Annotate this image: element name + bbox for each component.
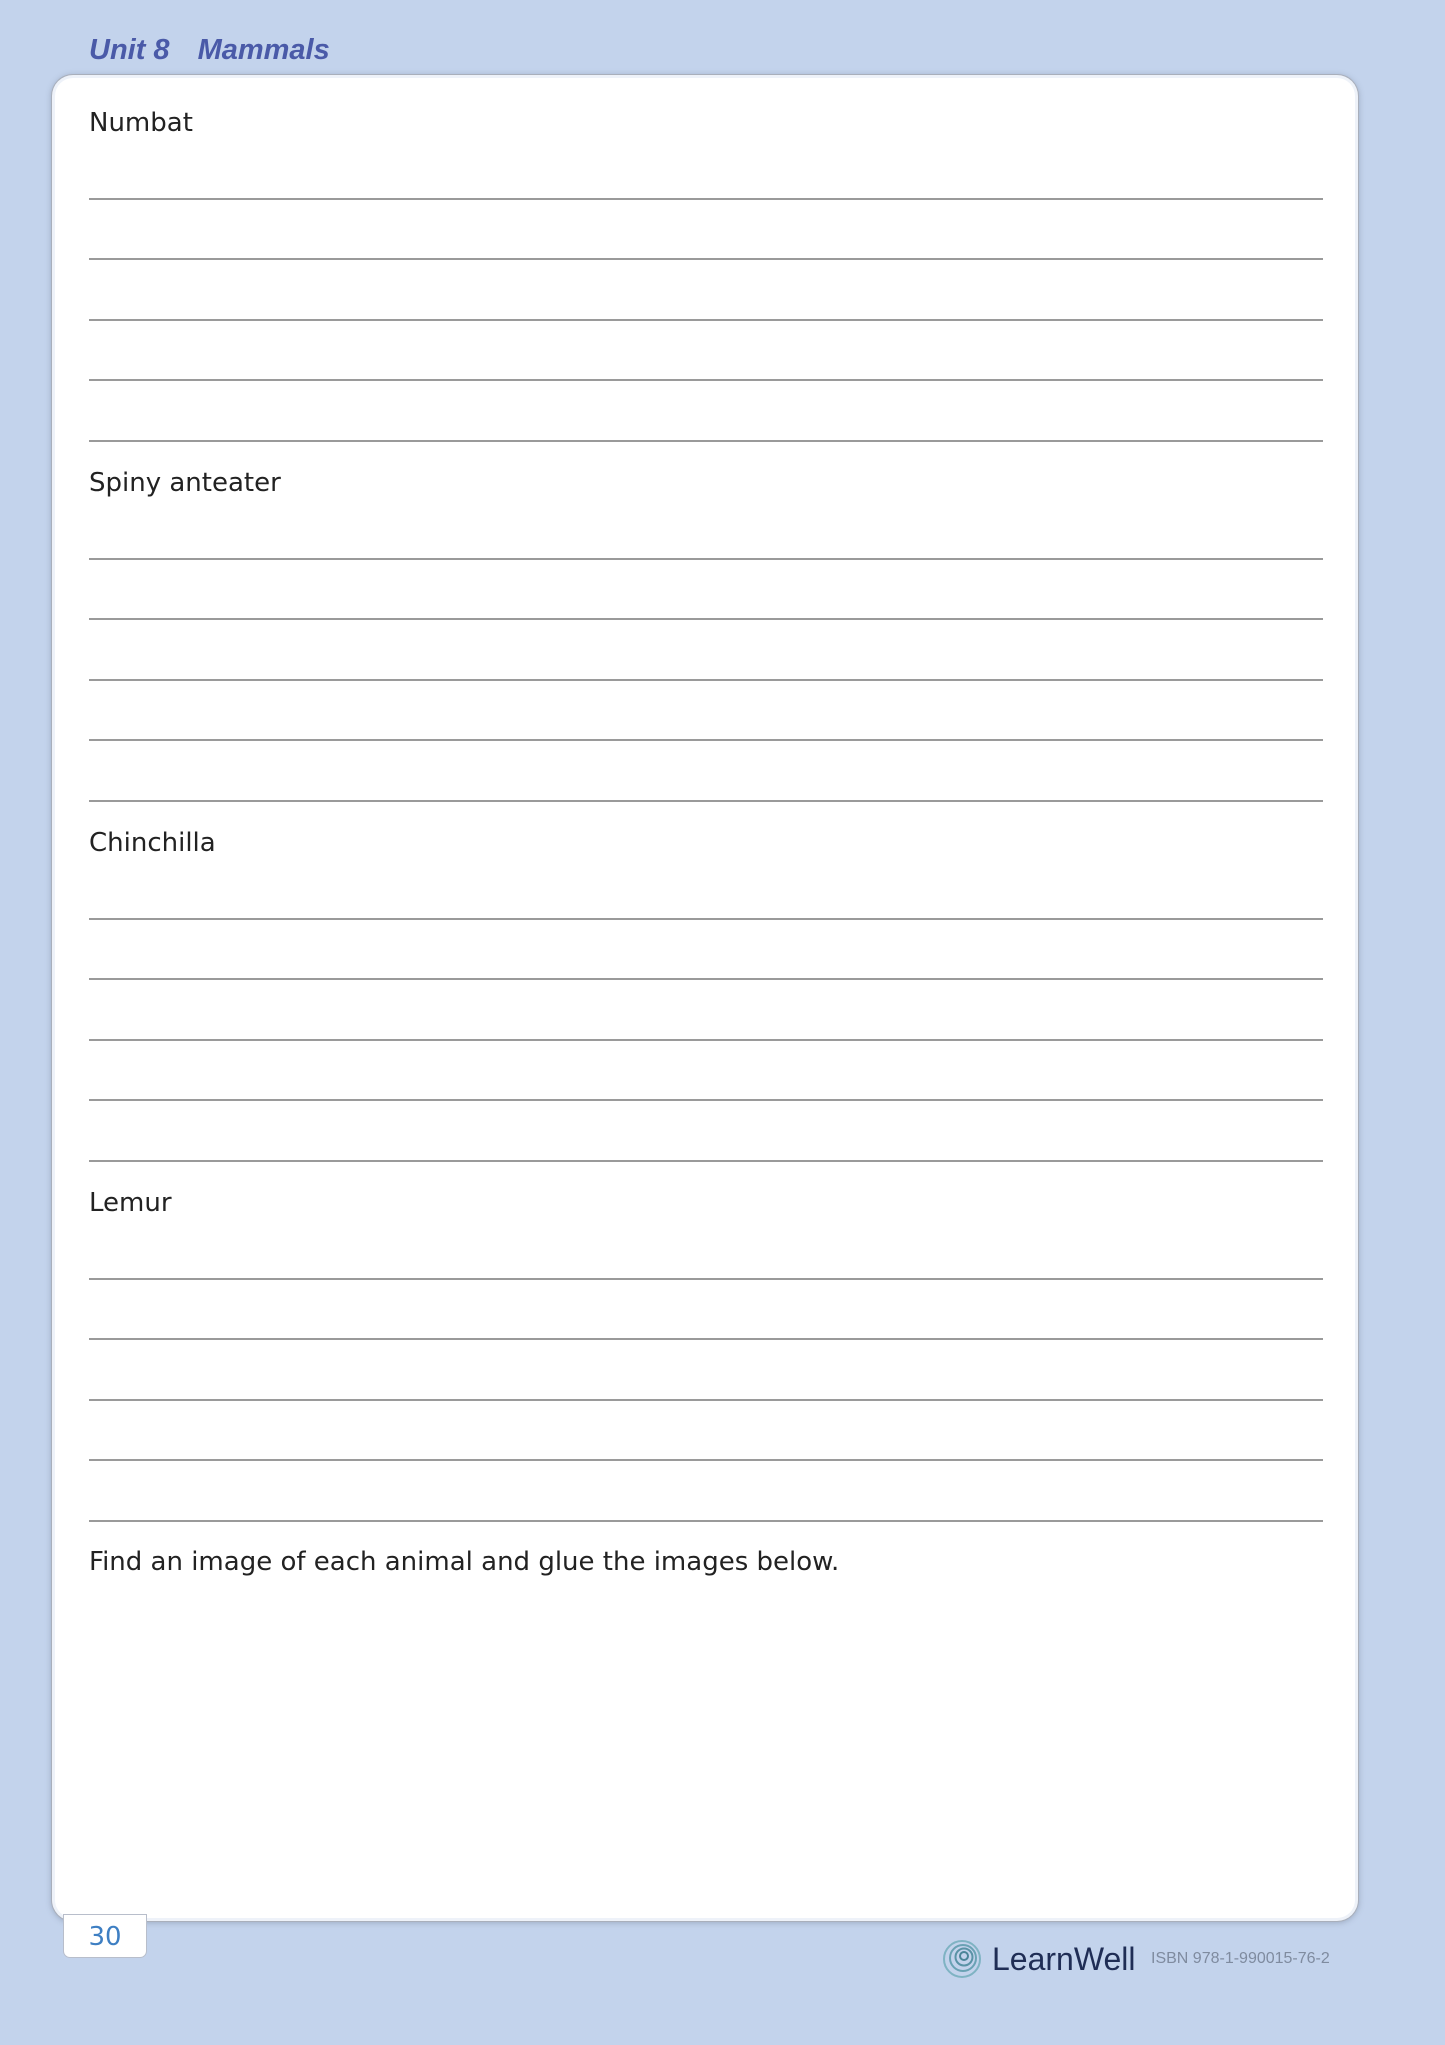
writing-line[interactable] bbox=[89, 1099, 1323, 1101]
spiral-logo-icon bbox=[942, 1939, 982, 1979]
glue-instruction: Find an image of each animal and glue the images below. bbox=[89, 1547, 840, 1577]
writing-line[interactable] bbox=[89, 258, 1323, 260]
writing-line[interactable] bbox=[89, 978, 1323, 980]
writing-line[interactable] bbox=[89, 1338, 1323, 1340]
brand-name: LearnWell bbox=[992, 1940, 1136, 1977]
section-label-numbat: Numbat bbox=[89, 108, 193, 138]
writing-line[interactable] bbox=[89, 1459, 1323, 1461]
writing-line[interactable] bbox=[89, 679, 1323, 681]
unit-header bbox=[89, 34, 330, 67]
writing-line[interactable] bbox=[89, 440, 1323, 442]
writing-line[interactable] bbox=[89, 1278, 1323, 1280]
writing-line[interactable] bbox=[89, 1399, 1323, 1401]
section-label-chinchilla: Chinchilla bbox=[89, 828, 216, 858]
writing-line[interactable] bbox=[89, 1039, 1323, 1041]
page-number: 30 bbox=[64, 1915, 146, 1957]
writing-line[interactable] bbox=[89, 379, 1323, 381]
worksheet-panel bbox=[55, 78, 1355, 1918]
section-label-spiny-anteater: Spiny anteater bbox=[89, 468, 281, 498]
writing-line[interactable] bbox=[89, 319, 1323, 321]
writing-line[interactable] bbox=[89, 1160, 1323, 1162]
unit-title: Mammals bbox=[197, 34, 330, 66]
writing-line[interactable] bbox=[89, 1520, 1323, 1522]
writing-line[interactable] bbox=[89, 558, 1323, 560]
unit-number: Unit 8 bbox=[89, 34, 170, 66]
learnwell-logo bbox=[942, 1939, 1135, 1979]
writing-line[interactable] bbox=[89, 800, 1323, 802]
writing-line[interactable] bbox=[89, 198, 1323, 200]
isbn-text: ISBN 978-1-990015-76-2 bbox=[1151, 1950, 1330, 1967]
writing-line[interactable] bbox=[89, 618, 1323, 620]
writing-line[interactable] bbox=[89, 739, 1323, 741]
section-label-lemur: Lemur bbox=[89, 1188, 172, 1218]
writing-line[interactable] bbox=[89, 918, 1323, 920]
